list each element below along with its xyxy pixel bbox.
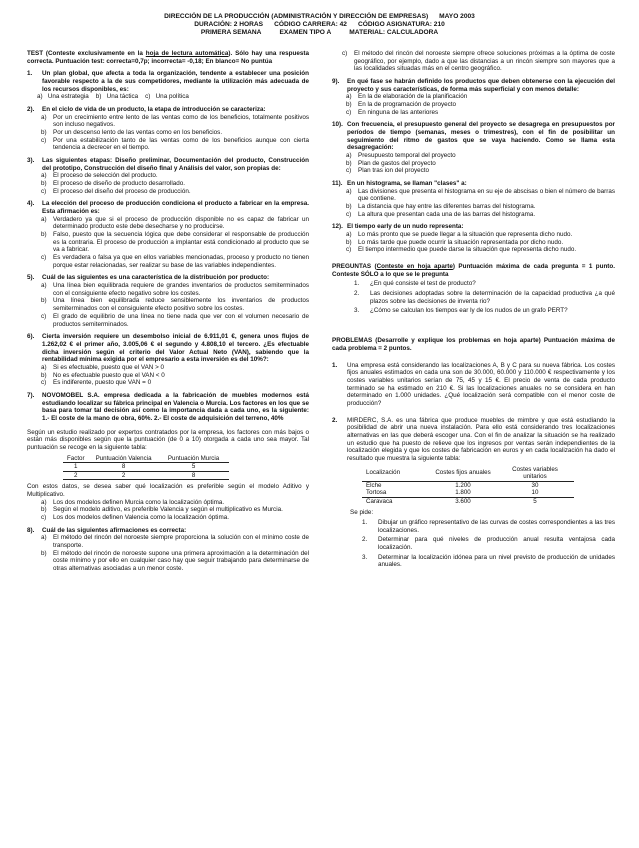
option-letter: c) [346,108,352,116]
inline-options: a) Una estrategia b) Una táctica c) Una política [37,93,189,101]
option-text: Por una estabilización tanto de las ventas como de los beneficios aunque con cierta tendencia a decrecer en el tiempo. [53,136,309,152]
pide-text: Determinar para qué niveles de producción anual resulta ventajosa cada localización. [378,536,615,552]
option-letter: a) [346,152,352,160]
table1-cell: 2 [63,471,89,480]
answer-option [41,364,309,372]
pide-number: 1. [362,519,368,527]
table2-cell: 10 [531,489,539,497]
answer-option [41,129,309,137]
problem-number: 2. [332,416,338,424]
option-letter: b) [41,129,47,137]
answer-option [41,188,309,196]
test-question [27,333,309,387]
option-letter: a) [41,363,47,371]
test-intro-underlined: hoja de lectura automática [145,50,229,57]
test-question [27,106,309,152]
option-letter: b) [41,371,47,379]
option-text: Si es efectuable, puesto que el VAN > 0 [53,363,165,371]
preguntas-heading [332,263,615,278]
answer-option [346,101,615,109]
table2-cell: 1.200 [455,481,471,489]
question-stem [27,527,309,535]
question-text: La elección del proceso de producción condiciona el producto a fabricar en la empresa. Esta afirmación es: [42,200,309,216]
header-line-2: DURACIÓN: 2 HORAS CÓDIGO CARRERA: 42 CÓDIGO ASIGNATURA: 210 [194,21,445,29]
option-text: Lo más tarde que puede ocurrir la situación representada por dicho nudo. [358,238,564,246]
q7-after-text: Con estos datos, se desea saber qué localización es preferible según el modelo Aditivo y Multiplicativo. [27,483,309,498]
pide-number: 2. [362,536,368,544]
se-pide-list [332,519,615,569]
answer-option [41,282,309,297]
test-question [332,223,615,254]
question-number: 1. [27,70,33,78]
answer-option [41,534,309,549]
option-text: El tiempo intermedio que puede darse la situación que representa dicho nudo. [358,246,577,254]
right-questions [332,78,615,254]
question-number: 7). [27,391,35,399]
table1-cell: 8 [159,471,229,480]
option-letter: b) [346,159,352,167]
question-number: 2). [27,106,35,114]
option-text: El proceso de selección del producto. [53,172,158,180]
factor-score-table [63,455,229,481]
option-letter: c) [41,136,47,144]
question-text: En un histograma, se llaman "clases" a: [347,180,467,188]
test-question [27,527,309,573]
pide-text: Dibujar un gráfico representativo de las curvas de costes correspondientes a las tres localizaciones. [378,519,615,534]
pide-item [362,536,615,551]
test-question [332,121,615,175]
preguntas-list [332,280,615,315]
option-letter: b) [346,203,352,211]
option-letter: c) [346,210,352,218]
table2-cell: Caravaca [362,497,430,505]
option-letter: c) [41,187,47,195]
table1-header: Factor [63,455,89,463]
option-text: En ninguna de las anteriores [358,108,439,116]
answer-option [346,167,615,175]
pregunta-text: ¿Cómo se calculan los tiempos ear ly de los nudos de un grafo PERT? [370,307,568,315]
left-questions [27,70,309,422]
answer-option [41,313,309,328]
header-line-3: PRIMERA SEMANA EXAMEN TIPO A MATERIAL: CALCULADORA [200,29,439,37]
test-intro-b: ). Sólo hay una respuesta correcta. Puntuación test: correcta=0,7p; incorrecta= -0,18; En blanco= No puntúa [27,50,309,65]
option-text: Plan de gastos del proyecto [358,159,436,167]
table1-cell: 8 [89,463,159,472]
question-text: Cierta inversión requiere un desembolso inicial de 6.911,01 €, genera unos flujos de 1.262,02 € el primer año, 3.005,06 € el segundo y 4.808,10 el tercero. ¿Es efectuable dicha inversión según el criterio del Valor Actual Neto (VAN), sabiendo que la rentabilidad mínima exigida por el empresario a esta inversión es del 10%?: [42,333,309,364]
option-letter: c) [342,50,348,57]
pide-text: Determinar la localización idónea para un nivel previsto de producción de unidades anuales. [378,553,615,569]
table1-cell: 5 [159,463,229,472]
table2-cell: 30 [531,481,539,489]
table1-header: Puntuación Valencia [89,455,159,463]
option-letter: a) [41,113,47,121]
option-text: En la de programación de proyecto [358,101,457,109]
question-stem [27,200,309,215]
header-line-1: DIRECCIÓN DE LA PRODUCCIÓN (ADMINISTRACIÓN Y DIRECCIÓN DE EMPRESAS) MAYO 2003 [164,13,475,20]
answer-option [41,550,309,573]
table1-header: Puntuación Murcia [159,455,229,463]
pregunta-number: 1. [354,280,360,288]
table2-cell: 3.600 [430,497,496,505]
preguntas-underlined: Conteste en hoja aparte [376,263,453,271]
option-letter: a) [41,534,47,542]
question-stem [27,274,309,282]
option-text: No es efectuable puesto que el VAN < 0 [53,371,165,379]
answer-option [346,152,615,160]
test-question [27,70,309,101]
option-text: El método del rincón del noroeste siempre ofrece soluciones próximas a la óptima de coste geográfico, por ejemplo, dado a que las distancias a un rincón siempre son mayores que a las localidades situadas más en el centro geográfico. [354,50,615,73]
option-text: La distancia que hay entre las diferentes barras del histograma. [358,203,536,211]
pregunta-number: 3. [354,307,360,315]
problem-1 [332,362,615,408]
test-question [332,180,615,218]
option-letter: a) [41,282,47,290]
question-stem [332,121,615,152]
exam-header [0,0,639,38]
option-letter: c) [41,379,47,387]
answer-option [41,137,309,152]
answer-option [41,114,309,129]
option-text: Lo más pronto que se puede llegar a la situación que representa dicho nudo. [358,231,573,239]
question-text: Las siguientes etapas: Diseño preliminar, Documentación del producto, Construcción del prototipo, Construcción del diseño final y Análisis del valor, son propias de: [42,157,309,172]
option-text: En la de elaboración de la planificación [358,93,468,101]
table2-header: Costes fijos anuales [430,466,496,482]
pregunta-text: ¿En qué consiste el test de producto? [370,280,476,288]
table2-cell: Tortosa [366,489,387,497]
option-letter: c) [41,254,47,262]
table2-cell: Elche [366,481,382,489]
pide-item [362,519,615,534]
q7-options [27,499,309,522]
test-question [27,392,309,423]
question-stem [27,70,309,93]
test-question [27,274,309,328]
table2-header: Costes variables unitarios [496,466,574,482]
answer-option [346,211,615,219]
option-letter: a) [346,231,352,239]
option-letter: b) [41,297,47,305]
option-text: El método del rincón de noroeste supone una primera aproximación a la determinación del coste mínimo y por ello en cualquier caso hay que seguir trabajando para determinarse de otras alternativas asociadas a un menor coste. [53,549,309,572]
answer-option [346,231,615,239]
answer-option [346,188,615,203]
answer-option [41,172,309,180]
question-number: 4). [27,200,35,208]
question-number: 12). [332,223,343,231]
question-stem [27,106,309,114]
question-text: Cuál de las siguientes afirmaciones es correcta: [42,526,187,534]
option-letter: c) [346,167,352,175]
option-letter: a) [41,498,47,506]
answer-option [41,297,309,312]
option-text: La altura que presentan cada una de las barras del histograma. [358,210,536,218]
pregunta-text: Las decisiones adoptadas sobre la determinación de la capacidad productiva ¿a qué plazos sobre las decisiones de inventa rio? [370,290,615,305]
option-text: Falso, puesto que la secuencia lógica que debe considerar el responsable de producción es la contraria. El proceso de producción a implantar está condicionado al producto que se va a fabricar. [53,231,309,254]
question-number: 6). [27,333,35,341]
problemas-heading: PROBLEMAS (Desarrolle y explique los problemas en hoja aparte) Puntuación máxima de cada problema = 2 puntos. [332,337,615,352]
option-letter: a) [41,215,47,223]
left-column [27,50,309,573]
question-stem [27,157,309,172]
test-question [27,157,309,195]
option-letter: c) [41,312,47,320]
pide-item [362,554,615,569]
question-8 [27,527,309,573]
question-stem [27,392,309,423]
pregunta-number: 2. [354,290,360,298]
right-column [332,50,615,569]
pregunta-item [354,280,615,288]
question-text: NOVOMOBEL S.A. empresa dedicada a la fabricación de muebles modernos está estudiando localizar su fábrica principal en Valencia o Murcia. Los factores en los que se basa para tomar tal decisión así como la importancia dada a cada uno, es la siguiente: 1.- El coste de la mano de obra, 60%. 2.- El coste de adquisición del terreno, 40% [42,391,309,422]
question-text: El tiempo early de un nudo representa: [347,223,464,231]
test-instructions [27,50,309,65]
option-letter: c) [41,513,47,521]
answer-option [41,372,309,380]
question-number: 3). [27,157,35,165]
option-text: Por un descenso lento de las ventas como en los beneficios. [53,129,223,137]
question-text: En qué fase se habrán definido los productos que deben obtenerse con la ejecución del proyecto y sus características, de forma más superficial y con menos detalle: [347,78,615,93]
test-question [332,78,615,116]
pregunta-item [354,307,615,315]
option-text: El proceso de diseño de producto desarrollado. [53,180,185,188]
answer-option [41,499,309,507]
option-text: Es indiferente, puesto que VAN = 0 [53,379,152,387]
option-text: El método del rincón del noroeste siempre proporciona la solución con el mínimo coste de transporte. [53,534,309,549]
answer-option [41,506,309,514]
preguntas-b: ) Puntuación máxima de cada pregunta = 1 punto. Conteste SÓLO a lo que se le pregunta [332,263,615,278]
option-text: Las divisiones que presenta el histograma en su eje de abscisas o bien el número de barras que contiene. [358,187,615,203]
location-cost-table [362,466,574,506]
table2-cell: 1.800 [455,489,471,497]
table2-cell: 5 [496,497,574,505]
option-letter: b) [41,180,47,188]
answer-option [346,93,615,101]
option-text: Plan tras ion del proyecto [358,167,430,175]
question-number: 11). [332,180,343,188]
option-text: Una línea bien equilibrada reduce sensiblemente los inventarios de productos semiterminados con el consiguiente efecto positivo sobre los costes. [53,297,309,313]
question-stem [332,180,615,188]
option-text: El grado de equilibrio de una línea no tiene nada que ver con el volumen necesario de productos semiterminados. [53,312,309,328]
answer-option [41,216,309,231]
option-text: Presupuesto temporal del proyecto [358,152,456,160]
question-text: En el ciclo de vida de un producto, la etapa de introducción se caracteriza: [42,106,266,114]
table1-cell: 2 [89,471,159,480]
answer-option [346,246,615,254]
pide-number: 3. [362,553,368,561]
option-letter: a) [346,187,352,195]
option-letter: a) [346,93,352,101]
option-text: Es verdadera o falsa ya que en ellos variables mencionadas, proceso y producto no tienen porque estar relacionadas, ser realizar su base de las variables independientes. [53,254,309,269]
answer-option [346,109,615,117]
preguntas-a: PREGUNTAS ( [332,263,377,271]
question-number: 8). [27,526,35,534]
q7-continuation: Según un estudio realizado por expertos contratados por la empresa, los factores con más bajos o están más disponibles según que la puntuación (de 0 a 10) otorgada a cada uno sea mayor. Tal puntuación se recoge en la siguiente tabla: [27,428,309,451]
question-stem [27,333,309,364]
option-text: Verdadero ya que si el proceso de producción disponible no es capaz de fabricar un determinado producto este debe desecharse y no producirse. [53,215,309,231]
option-letter: b) [41,506,47,514]
option-letter: b) [41,549,47,557]
question-number: 5). [27,274,35,282]
answer-option [41,514,309,522]
table2-header: Localización [362,466,430,482]
option-text: El proceso del diseño del proceso de producción. [53,187,191,195]
option-text: Los dos modelos definen Murcia como la localización óptima. [53,498,225,506]
question-number: 10). [332,121,343,129]
option-letter: a) [41,172,47,180]
answer-option [346,160,615,168]
question-text: Cuál de las siguientes es una característica de la distribución por producto: [42,274,270,282]
question-stem [332,223,615,231]
option-letter: c) [346,246,352,254]
question-number: 9). [332,78,340,86]
answer-option [41,379,309,387]
option-letter: b) [346,101,352,109]
question-stem [332,78,615,93]
problem-text: Una empresa está considerando las localizaciones A, B y C para su nueva fábrica. Los costes fijos anuales estimados en cada una son de 30.000, 60.000 y 110.000 € respectivamente y los costes variables unitarios serían de 75, 45 y 15 €. El precio de venta de cada producto terminado se ha estimado en 210 €. Si las localizaciones anuales no se considera en han determinado en 1.000 unidades. ¿Qué localización será compatible con el menor coste de producción? [347,361,615,407]
option-letter: b) [41,231,47,239]
test-intro-a: TEST (Conteste exclusivamente en la [27,50,146,57]
table1-cell: 1 [63,463,89,472]
problem-text: MIRDERC, S.A. es una fábrica que produce muebles de mimbre y que está estudiando la posibilidad de abrir una nueva instalación. Para ello está considerando tres localizaciones alternativas en las que deberá escoger una. Con el fin de analizar la situación se ha realizado un estudio que ha puesto de relieve que los ingresos por ventas serán independientes de la localización elegida y que los costes de fabricación en euros y en cada localización ha dado el resultado que muestra la siguiente tabla: [347,416,615,462]
answer-option [41,180,309,188]
option-text: Una línea bien equilibrada requiere de grandes inventarios de productos semiterminados con el consiguiente efecto negativo sobre los costes. [53,282,309,297]
option-text: Los dos modelos definen Valencia como la localización óptima. [53,513,229,521]
option-letter: b) [346,238,352,246]
q8-option-c [342,50,615,73]
pregunta-item [354,290,615,305]
answer-option [346,203,615,211]
test-question [27,200,309,269]
option-text: Por un crecimiento entre lento de las ventas como de los beneficios, totalmente positivos son incluso negativos. [53,113,309,129]
problem-2 [332,417,615,463]
problem-number: 1. [332,361,338,369]
se-pide-label: Se pide: [350,509,374,517]
question-text: Un plan global, que afecta a toda la organización, tendente a establecer una posición favorable respecto a la de sus competidores, mediante la utilización más adecuada de los recursos disponibles, es: [42,70,309,93]
option-text: Según el modelo aditivo, es preferible Valencia y según el multiplicativo es Murcia. [53,506,283,514]
answer-option [346,239,615,247]
answer-option [41,231,309,254]
question-text: Con frecuencia, el presupuesto general del proyecto se desagrega en presupuestos por períodos de tiempo (semanas, meses o trimestres), con el fin de posibilitar un seguimiento del ritmo de gastos que se vaya haciendo. Como se llama esta desagregación: [347,121,615,152]
answer-option [41,254,309,269]
